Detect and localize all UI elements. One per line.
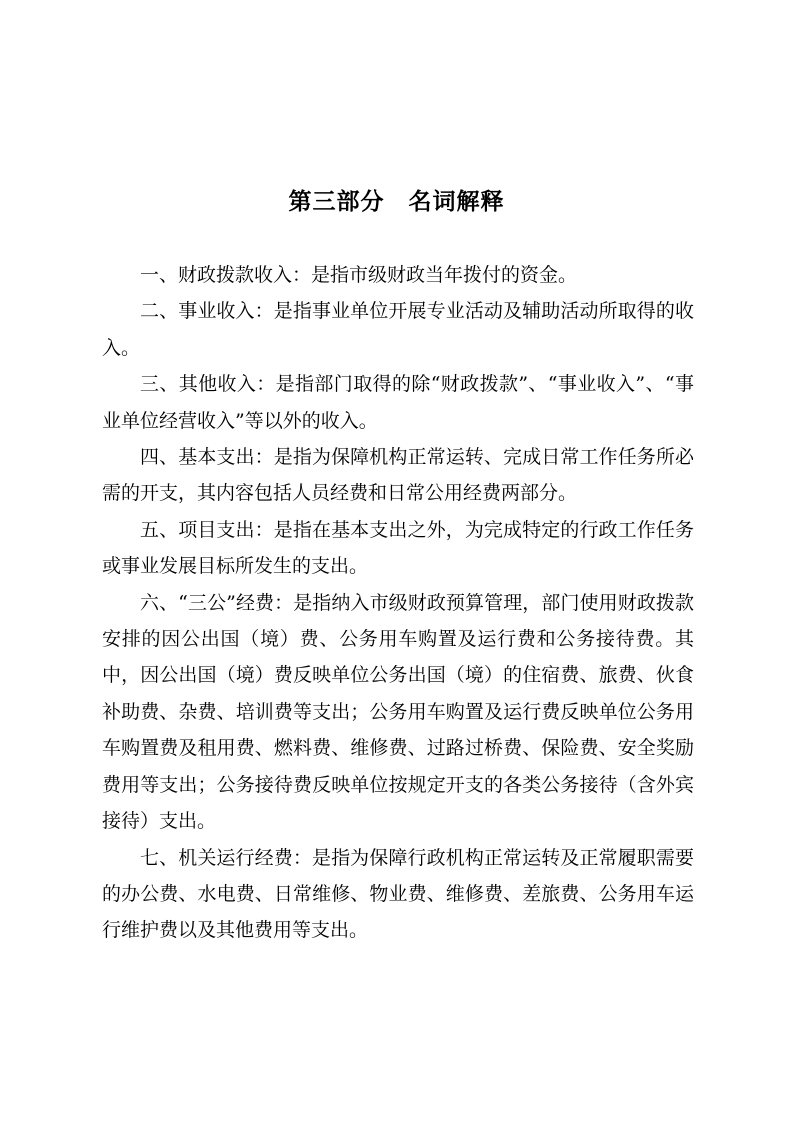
document-body bbox=[102, 257, 694, 949]
paragraph-other-income: 三、其他收入：是指部门取得的除“财政拨款”、“事业收入”、“事业单位经营收入”等以外的收入。 bbox=[102, 373, 694, 432]
paragraph-three-public-expenses: 六、“三公”经费：是指纳入市级财政预算管理，部门使用财政拨款安排的因公出国（境）费、公务用车购置及运行费和公务接待费。其中，因公出国（境）费反映单位公务出国（境）的住宿费、旅费、伙食补助费、杂费、培训费等支出；公务用车购置及运行费反映单位公务用车购置费及租用费、燃料费、维修费、过路过桥费、保险费、安全奖励费用等支出；公务接待费反映单位按规定开支的各类公务接待（含外宾接待）支出。 bbox=[102, 591, 694, 833]
paragraph-basic-expenditure: 四、基本支出：是指为保障机构正常运转、完成日常工作任务所必需的开支，其内容包括人员经费和日常公用经费两部分。 bbox=[102, 446, 694, 505]
paragraph-business-income: 二、事业收入：是指事业单位开展专业活动及辅助活动所取得的收入。 bbox=[102, 300, 694, 359]
paragraph-project-expenditure: 五、项目支出：是指在基本支出之外，为完成特定的行政工作任务或事业发展目标所发生的支出。 bbox=[102, 518, 694, 578]
paragraph-agency-operating-expenses: 七、机关运行经费：是指为保障行政机构正常运转及正常履职需要的办公费、水电费、日常维修、物业费、维修费、差旅费、公务用车运行维护费以及其他费用等支出。 bbox=[102, 846, 694, 942]
paragraph-fiscal-appropriation-income: 一、财政拨款收入：是指市级财政当年拨付的资金。 bbox=[140, 264, 578, 286]
page-title: 第三部分 名词解释 bbox=[288, 189, 505, 215]
